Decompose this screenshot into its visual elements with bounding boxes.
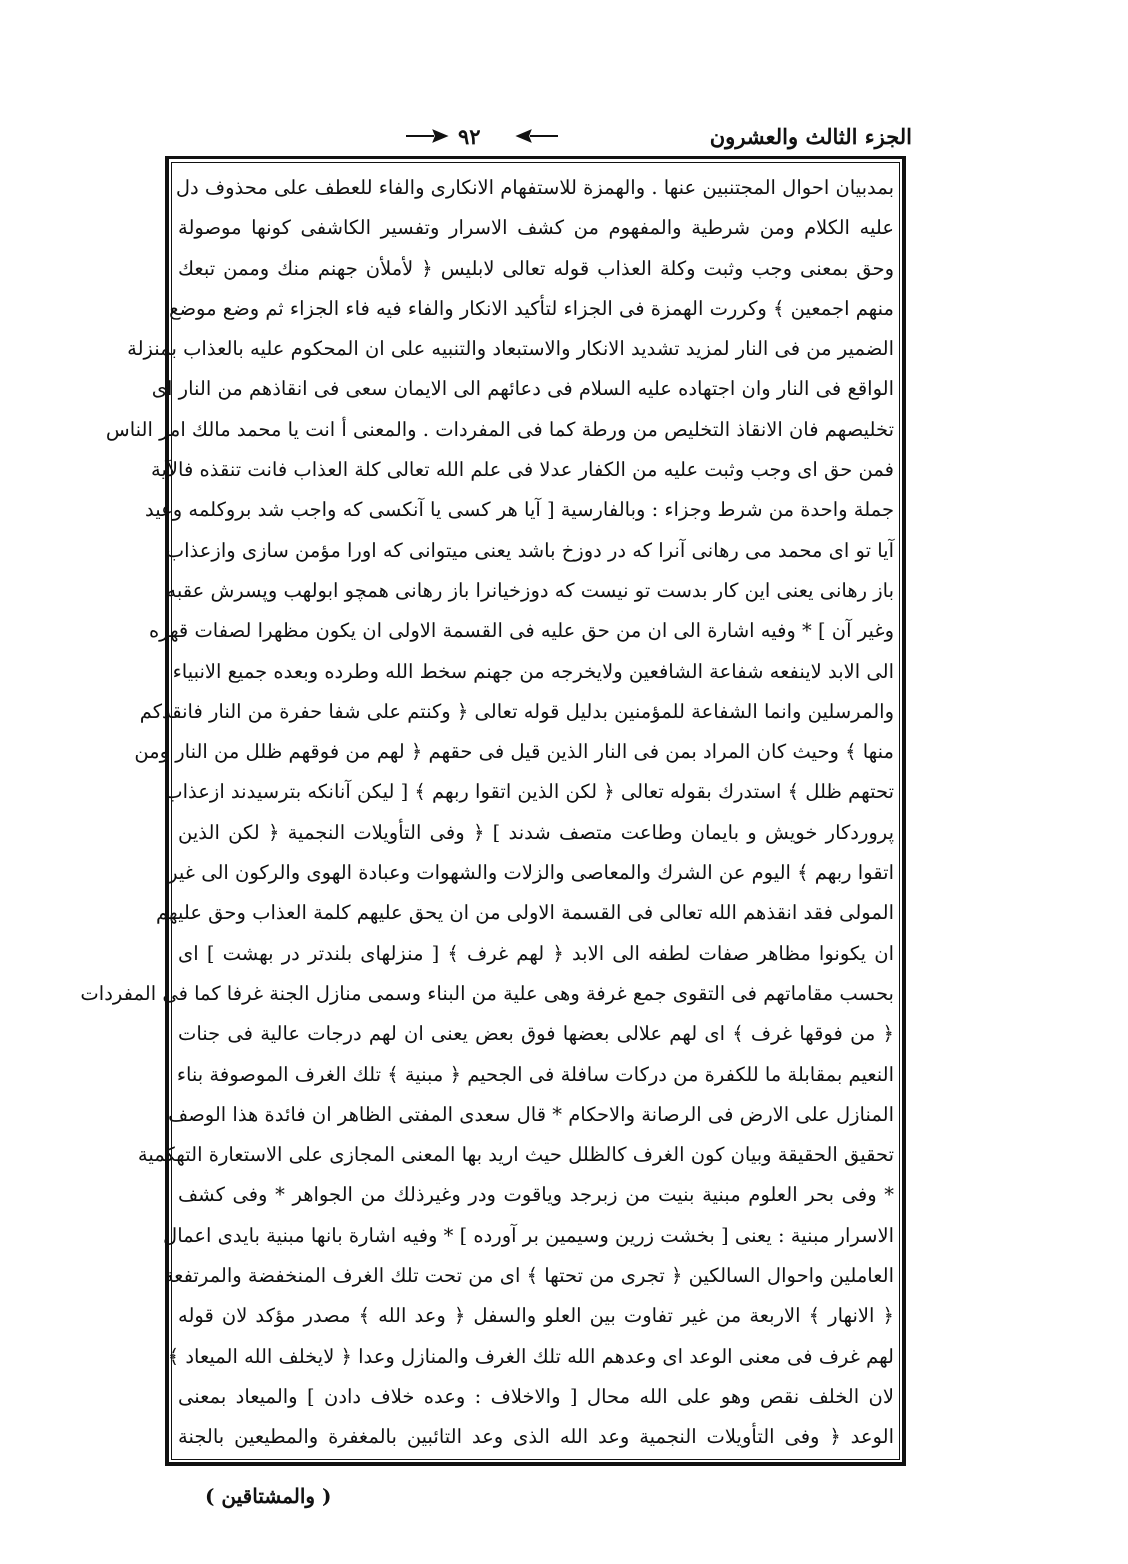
text-line: باز رهانى يعنى اين كار بدست تو نيست كه دوزخيانرا باز رهانى همچو ابولهب وپسرش عقبه [166,578,894,602]
body-text [80,168,895,1458]
text-line: المولى فقد انقذهم الله تعالى فى القسمة الاولى من ان يحق عليهم كلمة العذاب وحق عليهم [156,901,894,925]
text-line: اتقوا ربهم ﴾ اليوم عن الشرك والمعاصى والزلات والشهوات وعبادة الهوى والركون الى غير [168,861,894,885]
text-line: منها ﴾ وحيث كان المراد بمن فى النار الذين قيل فى حقهم ﴿ لهم من فوقهم ظلل من النار ومن [134,740,894,764]
text-line: العاملين واحوال السالكين ﴿ تجرى من تحتها ﴾ اى من تحت تلك الغرف المنخفضة والمرتفعة [163,1264,894,1288]
ornament-icon [404,130,448,142]
text-line: منهم اجمعين ﴾ وكررت الهمزة فى الجزاء لتأكيد الانكار والفاء فيه فاء الجزاء ثم وضع موضع [169,296,894,320]
text-line: وحق بمعنى وجب وثبت وكلة العذاب قوله تعالى لابليس ﴿ لأملأن جهنم منك وممن تبعك [178,256,894,280]
running-title: الجزء الثالث والعشرون [709,124,912,149]
text-line: بحسب مقاماتهم فى التقوى جمع غرفة وهى علية من البناء وسمى منازل الجنة غرفا كما فى المفردات [80,981,894,1005]
text-line: عليه الكلام ومن شرطية والمفهوم من كشف الاسرار وتفسير الكاشفى كونها موصولة [178,216,894,240]
text-line: الوعد ﴿ وفى التأويلات النجمية وعد الله الذى وعد التائبين بالمغفرة والمطيعين بالجنة [178,1425,894,1449]
text-line: ان يكونوا مظاهر صفات لطفه الى الابد ﴿ لهم غرف ﴾ [ منزلهاى بلندتر در بهشت ] اى [178,941,894,965]
catchword: ( والمشتاقين ) [205,1483,332,1508]
text-line: الضمير من فى النار لمزيد تشديد الانكار والاستبعاد والتنبيه على ان المحكوم عليه بالعذاب بمنزلة [127,337,894,361]
text-line: جملة واحدة من شرط وجزاء : وبالفارسية [ آيا هر كسى يا آنكسى كه واجب شد بروكلمه وعيد [145,498,894,522]
text-line: ﴿ من فوقها غرف ﴾ اى لهم علالى بعضها فوق بعض يعنى ان لهم درجات عالية فى جنات [178,1022,894,1046]
text-line: بمدبيان احوال المجتنبين عنها . والهمزة للاستفهام الانكارى والفاء للعطف على محذوف دل [175,176,894,199]
text-line: فمن حق اى وجب وثبت عليه من الكفار عدلا فى علم الله تعالى كلة العذاب فانت تنقذه فالآية [151,458,894,482]
text-line: الواقع فى النار وان اجتهاده عليه السلام فى دعائهم الى الايمان سعى فى انقاذهم من النار اى [151,377,894,401]
text-line: * وفى بحر العلوم مبنية بنيت من زبرجد وياقوت ودر وغيرذلك من الجواهر * وفى كشف [178,1183,895,1207]
text-line: الاسرار مبنية : يعنى [ بخشت زرين وسيمين بر آورده ] * وفيه اشارة بانها مبنية بايدى اعمال [163,1223,894,1247]
text-line: المنازل على الارض فى الرصانة والاحكام * قال سعدى المفتى الظاهر ان فائدة هذا الوصف [168,1102,894,1126]
text-line: ﴿ الانهار ﴾ الاربعة من غير تفاوت بين العلو والسفل ﴿ وعد الله ﴾ مصدر مؤكد لان قوله [178,1304,894,1328]
text-line: تخليصهم فان الانقاذ التخليص من ورطة كما فى المفردات . والمعنى أ انت يا محمد مالك امر الناس [105,417,894,441]
page-number: ٩٢ [458,124,481,149]
page-header [166,118,912,158]
text-line: لهم غرف فى معنى الوعد اى وعدهم الله تلك الغرف والمنازل وعدا ﴿ لايخلف الله الميعاد ﴾ [167,1344,894,1368]
text-line: الى الابد لاينفعه شفاعة الشافعين ولايخرجه من جهنم سخط الله وطرده وبعده جميع الانبياء [172,659,894,683]
text-line: تحتهم ظلل ﴾ استدرك بقوله تعالى ﴿ لكن الذين اتقوا ربهم ﴾ [ ليكن آنانكه بترسيدند ازعذاب [164,780,894,804]
text-line: پروردكار خويش و بايمان وطاعت متصف شدند ] ﴿ وفى التأويلات النجمية ﴿ لكن الذين [178,820,894,844]
text-line: وغير آن ] * وفيه اشارة الى ان من حق عليه فى القسمة الاولى ان يكون مظهرا لصفات قهره [148,619,894,643]
text-line: النعيم بمقابلة ما للكفرة من دركات سافلة فى الجحيم ﴿ مبنية ﴾ تلك الغرف الموصوفة بناء [176,1062,894,1086]
text-line: لان الخلف نقص وهو على الله محال [ والاخلاف : وعده خلاف دادن ] والميعاد بمعنى [178,1384,894,1408]
ornament-icon [516,130,560,142]
text-line: تحقيق الحقيقة وبيان كون الغرف كالظلل حيث اريد بها المعنى المجازى على الاستعارة التهكمية [137,1143,894,1167]
text-line: آيا تو اى محمد مى رهانى آنرا كه در دوزخ باشد يعنى ميتوانى كه اورا مؤمن سازى وازعذاب [165,538,894,562]
text-line: والمرسلين وانما الشفاعة للمؤمنين بدليل قوله تعالى ﴿ وكنتم على شفا حفرة من النار فانقذكم [139,699,894,723]
